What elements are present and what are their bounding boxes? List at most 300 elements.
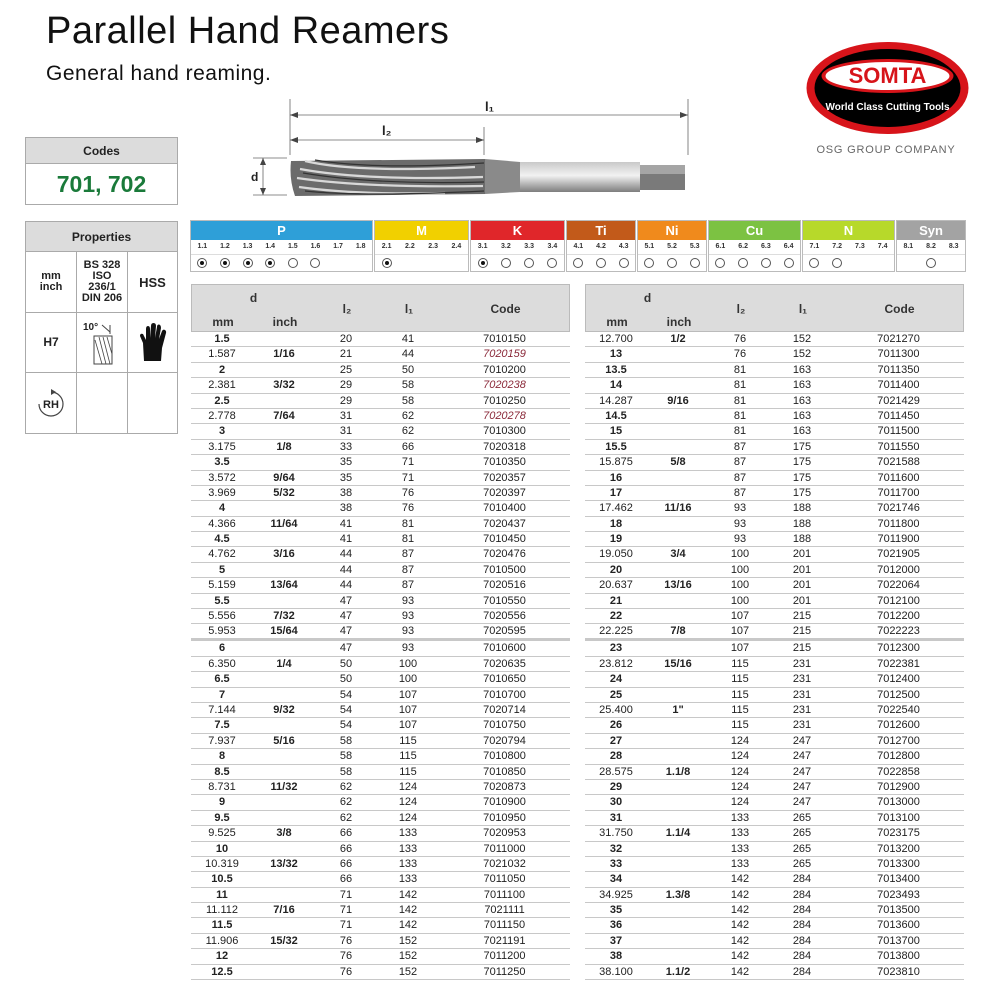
cell-l2: 47 <box>339 594 353 607</box>
logo-group-caption: OSG GROUP COMPANY <box>816 144 956 156</box>
cell-d-mm: 31.750 <box>599 827 633 840</box>
cell-code: 7021111 <box>484 904 525 917</box>
cell-l2: 41 <box>339 533 353 546</box>
cell-d-mm: 10.319 <box>205 857 239 870</box>
cell-l2: 142 <box>730 919 750 932</box>
cell-code: 7011300 <box>877 348 920 361</box>
suitable-circle-icon <box>524 258 534 268</box>
codes-box <box>25 137 178 205</box>
cell-l2: 25 <box>339 363 353 376</box>
cell-l2: 124 <box>730 780 750 793</box>
table-row <box>585 455 964 470</box>
cell-d-mm: 20 <box>609 563 623 576</box>
logo-brand: SOMTA <box>848 63 927 88</box>
cell-l1: 93 <box>401 642 415 655</box>
material-subgroup-code: 1.7 <box>333 243 343 250</box>
table-row <box>585 547 964 562</box>
table-row <box>585 409 964 424</box>
cell-d-inch: 9/64 <box>273 471 295 484</box>
cell-code: 7011000 <box>483 842 526 855</box>
material-subgroup-code: 7.4 <box>877 243 888 250</box>
cell-code: 7021905 <box>877 548 920 561</box>
cell-l2: 87 <box>733 440 747 453</box>
material-subgroup-code: 3.3 <box>524 243 534 250</box>
material-subgroup-code: 1.1 <box>197 243 208 250</box>
cell-l2: 29 <box>339 379 353 392</box>
cell-d-mm: 5 <box>218 563 226 576</box>
cell-l2: 47 <box>339 625 353 638</box>
material-subgroup-code: 3.1 <box>477 243 488 250</box>
table-row <box>585 424 964 439</box>
cell-d-mm: 8.731 <box>208 780 236 793</box>
cell-d-mm: 16 <box>609 471 623 484</box>
cell-l1: 188 <box>792 517 812 530</box>
material-subgroup-code: 2.3 <box>428 243 438 250</box>
cell-l1: 71 <box>401 456 415 469</box>
table-row <box>585 749 964 764</box>
cell-l2: 124 <box>730 796 750 809</box>
cell-l2: 124 <box>730 765 750 778</box>
cell-l1: 142 <box>398 904 418 917</box>
glove-cell <box>128 313 177 373</box>
cell-l1: 133 <box>398 827 418 840</box>
page-subtitle: General hand reaming. <box>46 62 272 85</box>
table-row <box>585 578 964 593</box>
cell-l2: 124 <box>730 734 750 747</box>
table-row <box>191 888 570 903</box>
header-inch: inch <box>272 315 298 329</box>
cell-d-mm: 29 <box>609 780 623 793</box>
cell-code: 7013700 <box>877 934 920 947</box>
cell-l1: 231 <box>792 688 812 701</box>
cell-l2: 58 <box>339 765 353 778</box>
cell-l1: 93 <box>401 625 415 638</box>
table-row <box>585 918 964 933</box>
cell-d-mm: 4 <box>218 502 226 515</box>
cell-d-mm: 3.572 <box>208 471 236 484</box>
cell-code: 7010600 <box>483 642 526 655</box>
cell-l1: 163 <box>792 425 812 438</box>
table-body <box>191 332 570 980</box>
cell-d-inch: 15/16 <box>664 657 692 670</box>
material-suitability-row <box>191 254 372 271</box>
cell-l2: 35 <box>339 471 353 484</box>
material-subgroup-code: 2.4 <box>451 243 462 250</box>
cell-d-mm: 7.937 <box>208 734 236 747</box>
table-row <box>585 718 964 733</box>
header-code: Code <box>884 302 915 316</box>
cell-l2: 31 <box>339 425 353 438</box>
cell-code: 7010700 <box>483 688 526 701</box>
cell-l1: 188 <box>792 533 812 546</box>
cell-d-mm: 2.381 <box>208 379 236 392</box>
table-row <box>585 795 964 810</box>
cell-l1: 247 <box>792 765 812 778</box>
table-row <box>585 517 964 532</box>
cell-l1: 87 <box>401 563 415 576</box>
cell-l1: 133 <box>398 857 418 870</box>
cell-d-inch: 1.1/4 <box>665 827 691 840</box>
cell-code: 7020437 <box>483 517 526 530</box>
cell-l1: 231 <box>792 703 812 716</box>
cell-code: 7021270 <box>877 333 920 345</box>
cell-d-mm: 26 <box>609 719 623 732</box>
cell-l1: 100 <box>398 673 418 686</box>
table-row <box>191 594 570 609</box>
cell-l1: 87 <box>401 579 415 592</box>
header-d: d <box>643 291 652 305</box>
material-subgroup-code: 8.2 <box>926 243 936 250</box>
cell-code: 7011200 <box>483 950 526 963</box>
cell-code: 7013800 <box>877 950 920 963</box>
material-label: HSS <box>139 274 166 290</box>
cell-l2: 115 <box>731 688 749 701</box>
cell-l2: 38 <box>339 486 353 499</box>
standard-label: BS 328 ISO 236/1 DIN 206 <box>81 259 123 304</box>
material-group-ni <box>637 220 707 272</box>
material-subgroups <box>567 240 635 254</box>
material-subgroup-code: 4.2 <box>596 243 606 250</box>
suitable-circle-icon <box>501 258 511 268</box>
table-row <box>191 734 570 749</box>
table-row <box>191 547 570 562</box>
cell-code: 7011800 <box>877 517 920 530</box>
cell-d-mm: 3.175 <box>208 440 236 453</box>
cell-l1: 81 <box>401 533 415 546</box>
cell-l2: 115 <box>731 719 749 732</box>
cell-l2: 76 <box>339 934 353 947</box>
cell-code: 7011450 <box>877 409 920 422</box>
cell-code: 7010150 <box>483 333 526 345</box>
cell-l1: 93 <box>401 594 415 607</box>
cell-code: 7023175 <box>877 827 920 840</box>
cell-l2: 81 <box>733 425 747 438</box>
cell-d-mm: 28.575 <box>599 765 633 778</box>
cell-d-inch: 7/64 <box>273 409 295 422</box>
cell-l2: 133 <box>730 857 750 870</box>
recommended-dot-icon <box>220 258 230 268</box>
material-cell <box>128 252 177 313</box>
table-row <box>585 624 964 641</box>
material-subgroups <box>471 240 564 254</box>
cell-d-mm: 15 <box>609 425 623 438</box>
table-row <box>585 471 964 486</box>
cell-l1: 284 <box>792 873 812 886</box>
cell-l2: 66 <box>339 873 353 886</box>
cell-d-mm: 14.287 <box>599 394 633 407</box>
cell-code: 7012700 <box>877 734 920 747</box>
material-group-label: Ni <box>638 221 706 240</box>
material-subgroup-code: 2.1 <box>381 243 392 250</box>
table-row <box>585 857 964 872</box>
material-subgroup-code: 3.2 <box>501 243 511 250</box>
cell-code: 7010250 <box>483 394 526 407</box>
cell-l1: 142 <box>398 919 418 932</box>
cell-l2: 87 <box>733 471 747 484</box>
cell-l2: 38 <box>339 502 353 515</box>
cell-d-mm: 32 <box>609 842 623 855</box>
cell-l2: 76 <box>733 348 747 361</box>
cell-l2: 133 <box>730 811 750 824</box>
cell-d-inch: 15/64 <box>270 625 298 638</box>
material-subgroup-code: 8.1 <box>903 243 914 250</box>
suitable-circle-icon <box>784 258 794 268</box>
header-code: Code <box>490 302 521 316</box>
table-row <box>191 765 570 780</box>
cell-d-mm: 17 <box>609 486 623 499</box>
cell-code: 7011500 <box>877 425 920 438</box>
cell-l2: 44 <box>339 563 353 576</box>
cell-d-inch: 13/32 <box>270 857 298 870</box>
cell-d-mm: 3.5 <box>214 456 230 469</box>
table-row <box>585 903 964 918</box>
cell-l1: 201 <box>792 594 812 607</box>
cell-l1: 93 <box>401 610 415 623</box>
table-row <box>585 703 964 718</box>
cell-d-mm: 7 <box>218 688 226 701</box>
cell-l2: 76 <box>733 333 747 345</box>
cell-d-inch: 3/32 <box>273 379 295 392</box>
cell-l2: 100 <box>730 579 750 592</box>
cell-l2: 20 <box>339 333 353 345</box>
logo-tagline: World Class Cutting Tools <box>825 102 950 113</box>
cell-code: 7013400 <box>877 873 920 886</box>
material-group-p <box>190 220 373 272</box>
unit-cell <box>26 252 77 313</box>
cell-l2: 93 <box>733 502 747 515</box>
cell-d-inch: 7/32 <box>273 610 295 623</box>
recommended-dot-icon <box>382 258 392 268</box>
cell-d-mm: 19 <box>609 533 623 546</box>
cell-d-mm: 6 <box>218 642 226 655</box>
material-group-cu <box>708 220 801 272</box>
cell-l2: 142 <box>730 965 750 978</box>
table-row <box>585 826 964 841</box>
cell-d-inch: 11/64 <box>270 517 298 530</box>
cell-d-mm: 12 <box>215 950 229 963</box>
page-title: Parallel Hand Reamers <box>46 10 450 52</box>
cell-d-mm: 1.587 <box>208 348 236 361</box>
material-group-label: Cu <box>709 221 800 240</box>
cell-code: 7010850 <box>483 765 526 778</box>
table-row <box>191 903 570 918</box>
cell-l1: 215 <box>792 642 812 655</box>
cell-code: 7020635 <box>483 657 526 670</box>
table-row <box>191 424 570 439</box>
cell-l1: 163 <box>792 409 812 422</box>
cell-d-mm: 35 <box>609 904 623 917</box>
table-row <box>585 965 964 980</box>
cell-code: 7020278 <box>483 409 526 422</box>
cell-l2: 47 <box>339 642 353 655</box>
reamer-drawing <box>245 95 705 205</box>
material-group-label: P <box>191 221 372 240</box>
cell-code: 7021588 <box>877 456 920 469</box>
suitable-circle-icon <box>310 258 320 268</box>
cell-code: 7010950 <box>483 811 526 824</box>
cell-l2: 47 <box>339 610 353 623</box>
material-subgroups <box>803 240 894 254</box>
material-subgroup-code: 6.2 <box>738 243 748 250</box>
cell-l1: 215 <box>792 610 812 623</box>
cell-l2: 76 <box>339 950 353 963</box>
cell-l1: 62 <box>401 409 415 422</box>
rotation-cell <box>26 373 77 434</box>
material-subgroup-code: 8.3 <box>948 243 959 250</box>
cell-l2: 66 <box>339 857 353 870</box>
table-row <box>191 918 570 933</box>
cell-d-mm: 4.5 <box>214 533 230 546</box>
cell-d-mm: 22.225 <box>599 625 633 638</box>
cell-code: 7020595 <box>483 625 526 638</box>
header-l2: l₂ <box>342 302 352 316</box>
cell-code: 7010450 <box>483 533 526 546</box>
material-subgroup-code: 1.8 <box>355 243 366 250</box>
cell-l2: 93 <box>733 517 747 530</box>
cell-code: 7013000 <box>877 796 920 809</box>
material-group-k <box>470 220 565 272</box>
table-row <box>191 641 570 656</box>
cell-d-mm: 14.5 <box>605 409 627 422</box>
cell-l1: 265 <box>792 827 812 840</box>
recommended-dot-icon <box>478 258 488 268</box>
cell-l2: 142 <box>730 934 750 947</box>
cell-l1: 247 <box>792 734 812 747</box>
cell-l1: 124 <box>398 796 418 809</box>
standard-cell <box>77 252 128 313</box>
recommended-dot-icon <box>265 258 275 268</box>
cell-l2: 21 <box>339 348 353 361</box>
dim-d: d <box>251 170 259 184</box>
table-row <box>191 347 570 362</box>
cell-code: 7011350 <box>877 363 920 376</box>
cell-l2: 35 <box>339 456 353 469</box>
cell-d-mm: 27 <box>609 734 623 747</box>
cell-d-mm: 10 <box>215 842 229 855</box>
cell-l2: 100 <box>730 594 750 607</box>
cell-l1: 133 <box>398 873 418 886</box>
cell-l1: 175 <box>792 440 812 453</box>
cell-d-mm: 17.462 <box>599 502 633 515</box>
table-row <box>191 718 570 733</box>
cell-l1: 163 <box>792 394 812 407</box>
cell-d-inch: 3/4 <box>670 548 686 561</box>
cell-d-mm: 23 <box>609 642 623 655</box>
cell-code: 7020397 <box>483 486 526 499</box>
cell-d-inch: 1.3/8 <box>665 888 691 901</box>
cell-d-inch: 3/16 <box>273 548 295 561</box>
cell-code: 7013100 <box>877 811 920 824</box>
table-row <box>191 332 570 347</box>
cell-code: 7013200 <box>877 842 920 855</box>
cell-d-mm: 13.5 <box>605 363 627 376</box>
table-row <box>585 934 964 949</box>
cell-d-mm: 11.112 <box>205 904 238 917</box>
table-row <box>585 394 964 409</box>
header-inch: inch <box>666 315 692 329</box>
cell-l1: 284 <box>792 904 812 917</box>
table-row <box>191 672 570 687</box>
cell-l1: 231 <box>792 719 812 732</box>
material-group-label: M <box>375 221 468 240</box>
cell-code: 7011400 <box>877 379 920 392</box>
cell-d-mm: 5.5 <box>214 594 230 607</box>
cell-code: 7012600 <box>877 719 920 732</box>
cell-l1: 284 <box>792 919 812 932</box>
codes-heading: Codes <box>26 138 177 164</box>
table-row <box>191 949 570 964</box>
material-subgroup-code: 7.2 <box>832 243 842 250</box>
suitable-circle-icon <box>547 258 557 268</box>
unit-label: mm inch <box>39 270 63 293</box>
material-subgroup-code: 1.2 <box>220 243 230 250</box>
cell-d-mm: 2.778 <box>208 409 236 422</box>
cell-d-mm: 5.159 <box>208 579 236 592</box>
cell-l1: 44 <box>401 348 415 361</box>
cell-l1: 100 <box>398 657 418 670</box>
cell-l2: 81 <box>733 394 747 407</box>
cell-l2: 41 <box>339 517 353 530</box>
material-suitability-row <box>709 254 800 271</box>
cell-d-mm: 15.875 <box>599 456 633 469</box>
cell-d-inch: 11/16 <box>664 502 692 515</box>
cell-l2: 115 <box>731 673 749 686</box>
cell-code: 7013500 <box>877 904 920 917</box>
cell-l2: 50 <box>339 673 353 686</box>
table-row <box>585 872 964 887</box>
cell-code: 7011550 <box>877 440 920 453</box>
cell-l2: 107 <box>730 642 750 655</box>
cell-l1: 50 <box>401 363 415 376</box>
material-group-syn <box>896 220 966 272</box>
header-l1: l₁ <box>798 302 808 316</box>
material-group-label: Syn <box>897 221 965 240</box>
table-row <box>191 703 570 718</box>
table-header <box>585 284 964 332</box>
cell-l2: 107 <box>730 610 750 623</box>
table-row <box>191 471 570 486</box>
cell-d-inch: 3/8 <box>276 827 292 840</box>
cell-d-mm: 12.5 <box>211 965 233 978</box>
cell-d-mm: 6.350 <box>208 657 236 670</box>
cell-l1: 41 <box>401 333 415 345</box>
material-subgroup-code: 4.1 <box>573 243 584 250</box>
cell-l1: 87 <box>401 548 415 561</box>
cell-l2: 50 <box>339 657 353 670</box>
table-row <box>585 842 964 857</box>
cell-l2: 115 <box>731 657 749 670</box>
material-subgroup-code: 6.1 <box>715 243 726 250</box>
cell-d-inch: 1.1/2 <box>665 965 691 978</box>
header-d: d <box>249 291 258 305</box>
cell-code: 7022223 <box>877 625 920 638</box>
cell-code: 7010750 <box>483 719 526 732</box>
cell-d-mm: 5.953 <box>208 625 236 638</box>
cell-l2: 62 <box>339 811 353 824</box>
cell-l2: 44 <box>339 548 353 561</box>
cell-l2: 62 <box>339 796 353 809</box>
cell-code: 7020238 <box>483 379 526 392</box>
cell-l2: 142 <box>730 904 750 917</box>
cell-d-mm: 14 <box>609 379 623 392</box>
cell-l1: 152 <box>398 965 418 978</box>
cell-l2: 87 <box>733 486 747 499</box>
table-row <box>191 749 570 764</box>
cell-d-mm: 33 <box>609 857 623 870</box>
cell-code: 7020873 <box>483 780 526 793</box>
cell-d-mm: 38.100 <box>599 965 633 978</box>
material-subgroup-code: 6.4 <box>783 243 794 250</box>
